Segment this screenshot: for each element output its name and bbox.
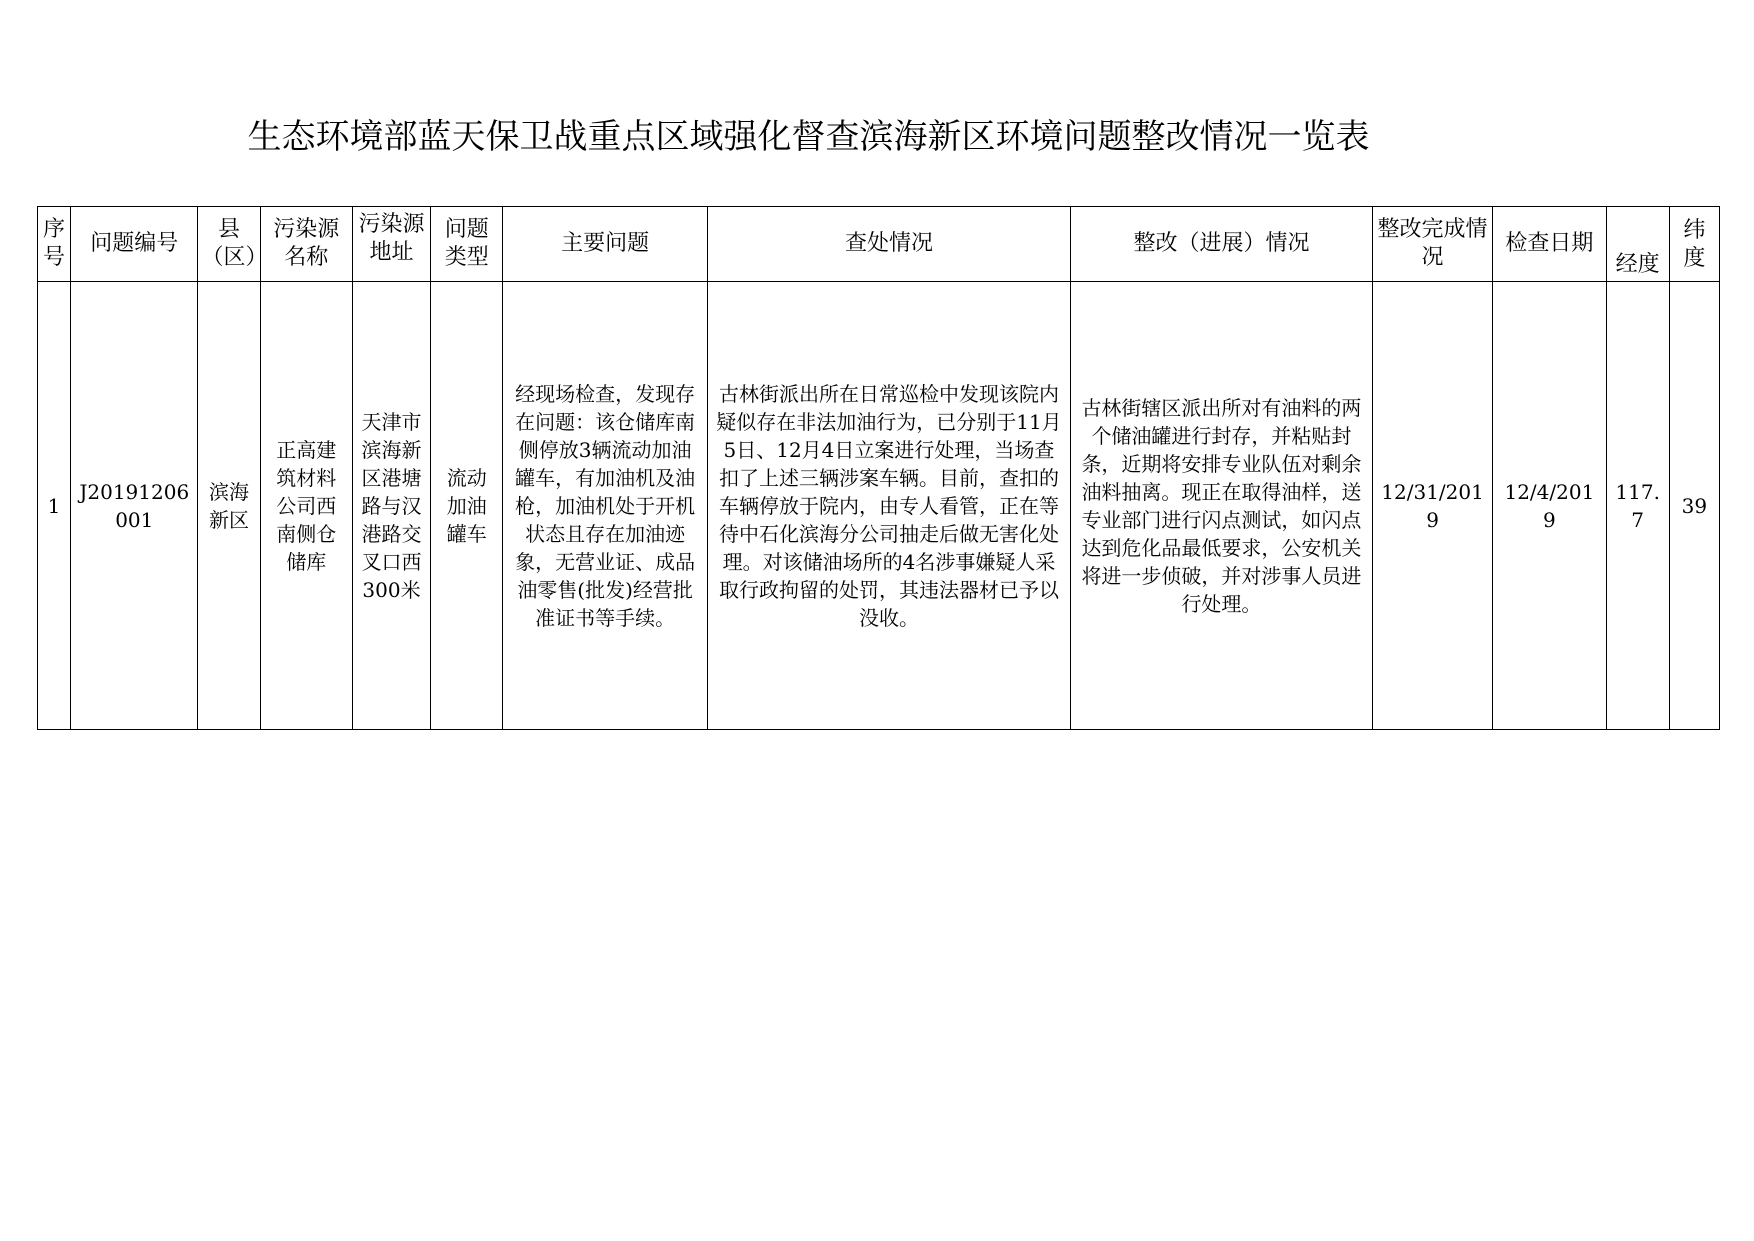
table-row (38, 282, 1720, 730)
cell-longitude: 117.7 (1606, 282, 1669, 730)
cell-rectification: 古林街辖区派出所对有油料的两个储油罐进行封存，并粘贴封条，近期将安排专业队伍对剩余油料抽离。现正在取得油样，送专业部门进行闪点测试，如闪点达到危化品最低要求，公安机关将进一步侦破，并对涉事人员进行处理。 (1071, 282, 1373, 730)
header-latitude: 纬度 (1669, 207, 1719, 282)
header-completion: 整改完成情况 (1372, 207, 1492, 282)
header-check-date: 检查日期 (1493, 207, 1606, 282)
cell-check-date: 12/4/2019 (1493, 282, 1606, 730)
cell-seq: 1 (38, 282, 71, 730)
cell-source-addr: 天津市滨海新区港塘路与汉港路交叉口西300米 (352, 282, 430, 730)
header-code: 问题编号 (71, 207, 198, 282)
cell-completion: 12/31/2019 (1372, 282, 1492, 730)
cell-handling: 古林街派出所在日常巡检中发现该院内疑似存在非法加油行为，已分别于11月5日、12月4日立案进行处理，当场查扣了上述三辆涉案车辆。目前，查扣的车辆停放于院内，由专人看管，正在等待中石化滨海分公司抽走后做无害化处理。对该储油场所的4名涉事嫌疑人采取行政拘留的处罚，其违法器材已予以没收。 (707, 282, 1070, 730)
header-row (38, 207, 1720, 282)
header-seq: 序号 (38, 207, 71, 282)
header-problem: 主要问题 (503, 207, 708, 282)
header-source-addr: 污染源地址 (352, 207, 430, 282)
header-handling: 查处情况 (707, 207, 1070, 282)
cell-source-name: 正高建筑材料公司西南侧仓储库 (260, 282, 352, 730)
header-county: 县（区） (198, 207, 260, 282)
page-title: 生态环境部蓝天保卫战重点区域强化督查滨海新区环境问题整改情况一览表 (247, 117, 1370, 157)
cell-problem: 经现场检查，发现存在问题：该仓储库南侧停放3辆流动加油罐车，有加油机及油枪，加油机处于开机状态且存在加油迹象，无营业证、成品油零售(批发)经营批准证书等手续。 (503, 282, 708, 730)
cell-latitude: 39 (1669, 282, 1719, 730)
header-source-name: 污染源名称 (260, 207, 352, 282)
cell-code: J20191206001 (71, 282, 198, 730)
header-longitude: 经度 (1606, 207, 1669, 282)
header-type: 问题类型 (431, 207, 503, 282)
cell-type: 流动加油罐车 (431, 282, 503, 730)
cell-county: 滨海新区 (198, 282, 260, 730)
rectification-table (37, 206, 1720, 730)
header-rectification: 整改（进展）情况 (1071, 207, 1373, 282)
